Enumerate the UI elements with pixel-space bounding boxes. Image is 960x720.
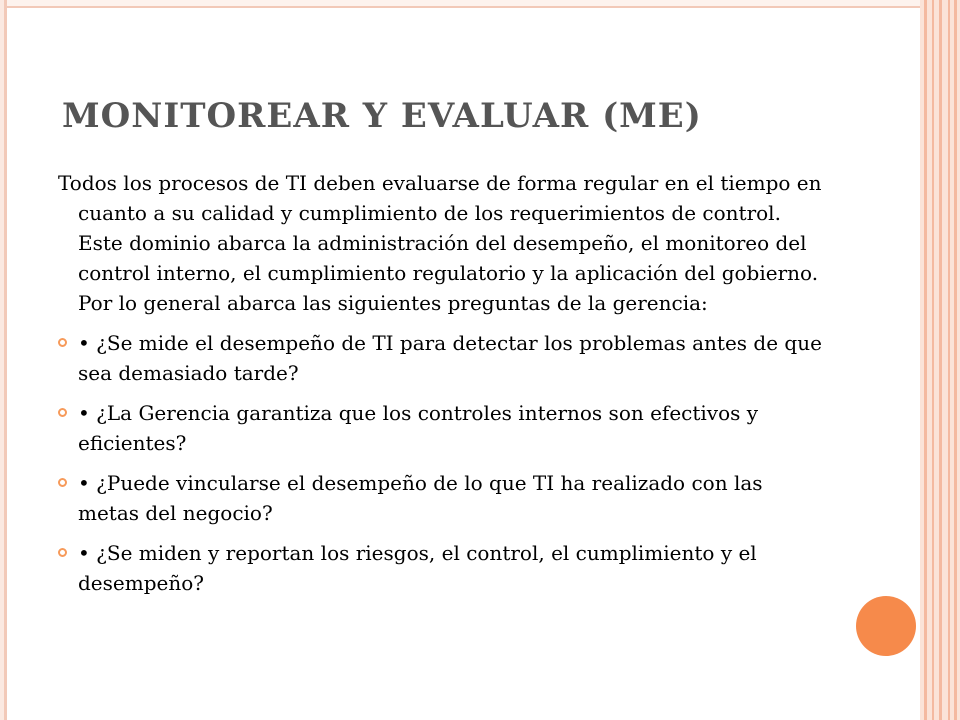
intro-paragraph: Todos los procesos de TI deben evaluarse de forma regular en el tiempo en cuanto a su calidad y cumplimiento de los requerimientos de control. Este dominio abarca la administración del desempeño, el monitoreo del control interno, el cumplimiento regulatorio y la aplicación del gobierno. Por lo general abarca las siguientes preguntas de la gerencia: bbox=[58, 171, 822, 315]
circle-bullet-icon bbox=[58, 478, 67, 487]
list-item-text: • ¿La Gerencia garantiza que los controles internos son efectivos y eficientes? bbox=[78, 401, 759, 455]
slide-title: MONITOREAR Y EVALUAR (ME) bbox=[62, 96, 702, 136]
circle-bullet-icon bbox=[58, 408, 67, 417]
list-item bbox=[58, 398, 828, 458]
slide-frame-top bbox=[0, 0, 920, 8]
frame-stripe bbox=[932, 0, 934, 720]
list-item bbox=[58, 538, 828, 598]
slide-frame-right bbox=[920, 0, 960, 720]
frame-stripe bbox=[954, 0, 957, 720]
list-item-text: • ¿Se miden y reportan los riesgos, el control, el cumplimiento y el desempeño? bbox=[78, 541, 757, 595]
slide-body bbox=[58, 168, 828, 598]
frame-stripe bbox=[948, 0, 950, 720]
decorative-circle-icon bbox=[856, 596, 916, 656]
question-list bbox=[58, 328, 828, 598]
list-item-text: • ¿Puede vincularse el desempeño de lo que TI ha realizado con las metas del negocio? bbox=[78, 471, 763, 525]
circle-bullet-icon bbox=[58, 548, 67, 557]
list-item bbox=[58, 468, 828, 528]
frame-stripe bbox=[939, 0, 942, 720]
list-item-text: • ¿Se mide el desempeño de TI para detectar los problemas antes de que sea demasiado tarde? bbox=[78, 331, 822, 385]
list-item bbox=[58, 328, 828, 388]
circle-bullet-icon bbox=[58, 338, 67, 347]
slide-frame-left bbox=[0, 0, 7, 720]
frame-stripe bbox=[924, 0, 927, 720]
